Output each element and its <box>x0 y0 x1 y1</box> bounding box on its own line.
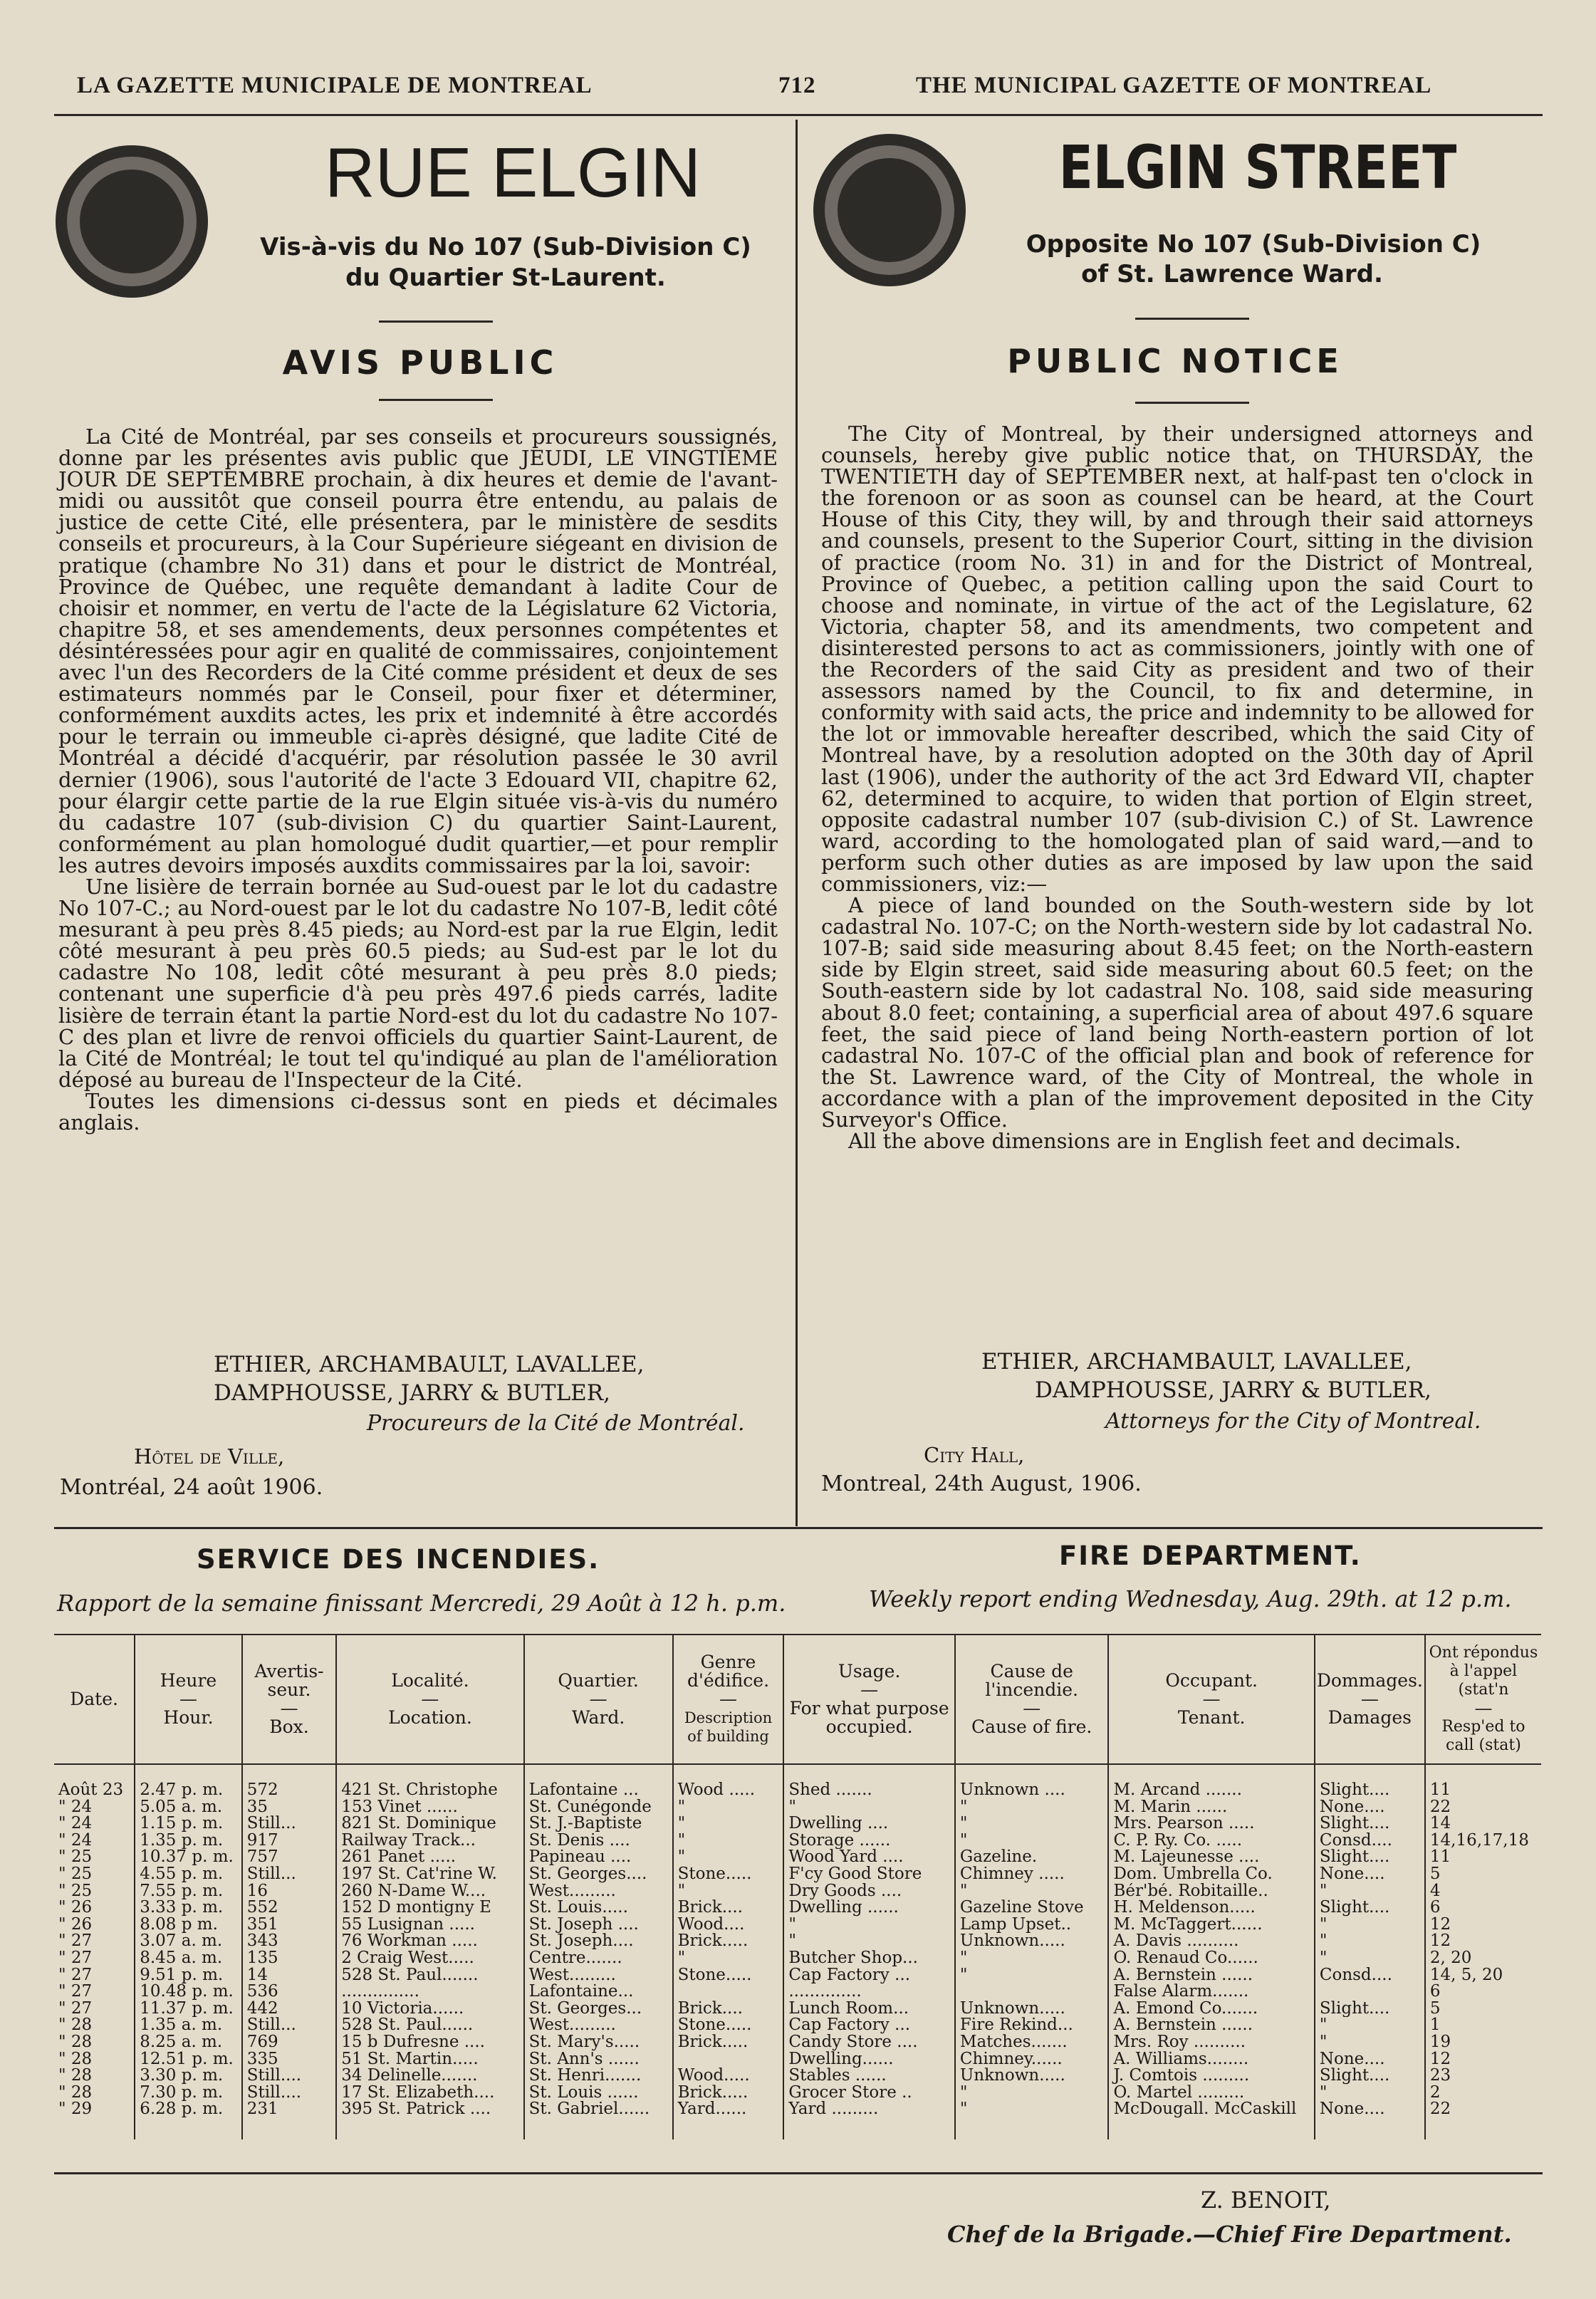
french-subtitle-1: Vis-à-vis du No 107 (Sub-Division C) <box>260 233 751 261</box>
box-cell: 917 <box>242 1833 336 1850</box>
responded-cell: 14, 5, 20 <box>1425 1967 1541 1984</box>
building-cell: " <box>673 1950 784 1967</box>
building-cell: Brick.... <box>673 2001 784 2018</box>
ward-cell: St. Mary's..... <box>524 2034 673 2051</box>
fire-heading-fr: SERVICE DES INCENDIES. <box>197 1544 600 1575</box>
header-rule <box>54 114 1543 116</box>
ward-cell: St. J.-Baptiste <box>524 1815 673 1833</box>
ward-cell: Lafontaine... <box>524 1983 673 2001</box>
tenant-cell: O. Martel ......... <box>1108 2085 1314 2102</box>
cause-cell: " <box>955 1883 1109 1900</box>
box-cell: 14 <box>242 1967 336 1984</box>
box-cell: 16 <box>242 1883 336 1900</box>
building-cell <box>673 2051 784 2068</box>
french-place: Hôtel de Ville, <box>134 1444 285 1469</box>
location-cell: 15 b Dufresne .... <box>336 2034 523 2051</box>
responded-cell: 12 <box>1425 1933 1541 1950</box>
responded-cell: 2, 20 <box>1425 1950 1541 1967</box>
building-cell: " <box>673 1815 784 1833</box>
tenant-cell: H. Meldenson..... <box>1108 1899 1314 1917</box>
responded-cell: 6 <box>1425 1983 1541 2001</box>
cause-cell: Chimney ..... <box>955 1866 1109 1883</box>
ward-cell: St. Louis ...... <box>524 2085 673 2102</box>
responded-cell: 2 <box>1425 2085 1541 2102</box>
table-row <box>54 2017 1541 2034</box>
damages-cell: Slight.... <box>1315 1899 1425 1917</box>
table-header-row <box>54 1635 1541 1764</box>
damages-cell: " <box>1315 1950 1425 1967</box>
location-cell: 528 St. Paul...... <box>336 2017 523 2034</box>
table-row <box>54 1815 1541 1833</box>
date-cell: " 26 <box>58 1899 93 1917</box>
tenant-cell: M. Arcand ....... <box>1108 1764 1314 1799</box>
damages-cell <box>1315 1983 1425 2001</box>
usage-cell: Dwelling...... <box>783 2051 955 2068</box>
responded-cell: 11 <box>1425 1849 1541 1866</box>
usage-cell: Dwelling ...... <box>783 1899 955 1917</box>
hour-cell: 10.37 p. m. <box>135 1849 242 1866</box>
ward-cell: St. Georges... <box>524 2001 673 2018</box>
location-cell: 421 St. Christophe <box>336 1764 523 1799</box>
hour-cell: 9.51 p. m. <box>135 1967 242 1984</box>
hour-cell: 1.35 p. m. <box>135 1833 242 1850</box>
building-cell: Stone..... <box>673 1866 784 1883</box>
usage-cell: Dwelling .... <box>783 1815 955 1833</box>
table-row <box>54 1983 1541 2001</box>
damages-cell: Consd.... <box>1315 1967 1425 1984</box>
tenant-cell: C. P. Ry. Co. ..... <box>1108 1833 1314 1850</box>
cause-cell: Lamp Upset.. <box>955 1917 1109 1934</box>
location-cell: 76 Workman ..... <box>336 1933 523 1950</box>
english-subtitle-2: of St. Lawrence Ward. <box>1081 260 1383 288</box>
table-row <box>54 1849 1541 1866</box>
hour-cell: 8.08 p m. <box>135 1917 242 1934</box>
hour-cell: 11.37 p. m. <box>135 2001 242 2018</box>
cause-cell: Unknown .... <box>955 1764 1109 1799</box>
location-cell: 261 Panet ..... <box>336 1849 523 1866</box>
hour-cell: 3.33 p. m. <box>135 1899 242 1917</box>
french-paragraph: La Cité de Montréal, par ses conseils et procureurs soussignés, donne par les présentes avis public que JEUDI, LE VINGTIEME JOUR DE SEPTEMBRE prochain, à dix heures et demie de l'avant-midi ou aussitôt que conseil pourra être entendu, au palais de justice de cette Cité, elle présentera, par le ministère de sesdits conseils et procureurs, à la Cour Supérieure siégeant en division de pratique (chambre No 31) dans et pour le district de Montréal, Province de Québec, une requête demandant à ladite Cour de choisir et nommer, en vertu de l'acte de la Législature 62 Victoria, chapitre 58, et ses amendements, deux personnes compétentes et désintéressées pour agir en qualité de commissaires, conjointement avec l'un des Recorders de la Cité comme président et deux de ses estimateurs nommés par le Conseil, pour fixer et déterminer, conformément auxdits actes, les prix et indemnité à être accordés pour le terrain ou immeuble ci-après désigné, que ladite Cité de Montréal a décidé d'acquérir, par résolution passée le 30 avril dernier (1906), sous l'autorité de l'acte 3 Edouard VII, chapitre 62, pour élargir cette partie de la rue Elgin située vis-à-vis du numéro du cadastre 107 (sub-division C) du quartier Saint-Laurent, conformément au plan homologué dudit quartier,—et pour remplir les autres devoirs imposés auxdits commissaires par la loi, savoir: <box>58 424 778 877</box>
english-notice-divider <box>1135 402 1249 404</box>
section-rule <box>54 1527 1543 1529</box>
english-body <box>821 423 1533 1152</box>
damages-cell: " <box>1315 1933 1425 1950</box>
damages-cell: None.... <box>1315 1799 1425 1816</box>
box-cell: 769 <box>242 2034 336 2051</box>
french-subtitle-2: du Quartier St-Laurent. <box>345 264 666 292</box>
box-cell: 231 <box>242 2101 336 2139</box>
date-cell: " 28 <box>58 2068 93 2085</box>
cause-cell: Matches....... <box>955 2034 1109 2051</box>
tenant-cell: Dom. Umbrella Co. <box>1108 1866 1314 1883</box>
responded-cell: 11 <box>1425 1764 1541 1799</box>
ward-cell: St. Joseph .... <box>524 1917 673 1934</box>
damages-cell: None.... <box>1315 1866 1425 1883</box>
usage-cell: Cap Factory ... <box>783 2017 955 2034</box>
date-cell: " 29 <box>58 2101 93 2119</box>
cause-cell: " <box>955 2085 1109 2102</box>
building-cell: Brick.... <box>673 1899 784 1917</box>
tenant-cell: A. Bernstein ...... <box>1108 2017 1314 2034</box>
ward-cell: St. Cunégonde <box>524 1799 673 1816</box>
hour-cell: 1.15 p. m. <box>135 1815 242 1833</box>
table-row <box>54 1933 1541 1950</box>
english-date: Montreal, 24th August, 1906. <box>821 1471 1142 1496</box>
french-paragraph: Toutes les dimensions ci-dessus sont en pieds et décimales anglais. <box>58 1088 778 1135</box>
cause-cell: " <box>955 1950 1109 1967</box>
hour-cell: 8.25 a. m. <box>135 2034 242 2051</box>
usage-cell: Lunch Room... <box>783 2001 955 2018</box>
english-title: ELGIN STREET <box>1058 132 1457 202</box>
table-row <box>54 1883 1541 1900</box>
table-row <box>54 2101 1541 2139</box>
damages-cell: Slight.... <box>1315 1849 1425 1866</box>
usage-cell: Shed ....... <box>783 1764 955 1799</box>
responded-cell: 14 <box>1425 1815 1541 1833</box>
ward-cell: St. Ann's ...... <box>524 2051 673 2068</box>
english-signatories-2: DAMPHOUSSE, JARRY & BUTLER, <box>1035 1377 1431 1403</box>
cause-cell: Unknown..... <box>955 2001 1109 2018</box>
date-cell: " 27 <box>58 1949 93 1967</box>
responded-cell: 4 <box>1425 1883 1541 1900</box>
tenant-cell: A. Bernstein ...... <box>1108 1967 1314 1984</box>
ward-cell: West......... <box>524 1883 673 1900</box>
ward-cell: St. Denis .... <box>524 1833 673 1850</box>
tenant-cell: Mrs. Roy .......... <box>1108 2034 1314 2051</box>
table-row <box>54 1799 1541 1816</box>
table-row <box>54 2085 1541 2102</box>
cause-cell: Unknown..... <box>955 2068 1109 2085</box>
french-role: Procureurs de la Cité de Montréal. <box>367 1411 745 1436</box>
column-header: Avertis-seur. — Box. <box>242 1635 336 1764</box>
cause-cell: Gazeline Stove <box>955 1899 1109 1917</box>
usage-cell: " <box>783 1799 955 1816</box>
column-header: Usage. — For what purpose occupied. <box>783 1635 955 1764</box>
date-cell: " 25 <box>58 1849 93 1866</box>
responded-cell: 22 <box>1425 2101 1541 2139</box>
column-header: Quartier. — Ward. <box>524 1635 673 1764</box>
tenant-cell: M. Lajeunesse .... <box>1108 1849 1314 1866</box>
fire-report-table <box>54 1634 1541 2139</box>
date-cell: " 25 <box>58 1865 93 1883</box>
hour-cell: 3.30 p. m. <box>135 2068 242 2085</box>
building-cell: Wood.... <box>673 1917 784 1934</box>
english-subtitle-1: Opposite No 107 (Sub-Division C) <box>1026 230 1481 259</box>
location-cell: 55 Lusignan ..... <box>336 1917 523 1934</box>
hour-cell: 3.07 a. m. <box>135 1933 242 1950</box>
usage-cell: " <box>783 1933 955 1950</box>
english-paragraph: The City of Montreal, by their undersigned attorneys and counsels, hereby give public notice that, on THURSDAY, the TWENTIETH day of SEPTEMBER next, at half-past ten o'clock in the forenoon or as soon as counsel can be heard, at the Court House of this City, they will, by and through their said attorneys and counsels, present to the Superior Court, sitting in the division of practice (room No. 31) in and for the District of Montreal, Province of Quebec, a petition calling upon the said Court to choose and nominate, in virtue of the act of the Legislature, 62 Victoria, chapter 58, and its amendments, two competent and disinterested persons to act as commissioners, jointly with one of the Recorders of the said City as president and two of their assessors named by the Council, to fix and determine, in conformity with said acts, the price and indemnity to be allowed for the lot or immovable hereafter described, which the said City of Montreal have, by a resolution adopted on the 30th day of April last (1906), under the authority of the act 3rd Edward VII, chapter 62, determined to acquire, to widen that portion of Elgin street, opposite cadastral number 107 (sub-division C.) of St. Lawrence ward, according to the homologated plan of said ward,—and to perform such other duties as are imposed by law upon the said commissioners, viz:— <box>821 422 1533 896</box>
hour-cell: 7.30 p. m. <box>135 2085 242 2102</box>
location-cell: 10 Victoria...... <box>336 2001 523 2018</box>
box-cell: 35 <box>242 1799 336 1816</box>
date-cell: " 27 <box>58 1933 93 1950</box>
building-cell: Wood ..... <box>673 1764 784 1799</box>
box-cell: 343 <box>242 1933 336 1950</box>
hour-cell: 8.45 a. m. <box>135 1950 242 1967</box>
tenant-cell: A. Williams........ <box>1108 2051 1314 2068</box>
building-cell: " <box>673 1883 784 1900</box>
damages-cell: None.... <box>1315 2051 1425 2068</box>
table-row <box>54 1917 1541 1934</box>
building-cell: " <box>673 1849 784 1866</box>
building-cell: Brick..... <box>673 2034 784 2051</box>
ward-cell: St. Louis..... <box>524 1899 673 1917</box>
damages-cell: " <box>1315 2034 1425 2051</box>
date-cell: " 27 <box>58 2000 93 2018</box>
table-row <box>54 1967 1541 1984</box>
ward-cell: Papineau .... <box>524 1849 673 1866</box>
responded-cell: 5 <box>1425 1866 1541 1883</box>
french-body <box>58 426 778 1133</box>
french-title: RUE ELGIN <box>324 133 701 212</box>
responded-cell: 19 <box>1425 2034 1541 2051</box>
building-cell: Wood..... <box>673 2068 784 2085</box>
location-cell: 395 St. Patrick .... <box>336 2101 523 2139</box>
cause-cell: Fire Rekind... <box>955 2017 1109 2034</box>
fire-signatory-title: Chef de la Brigade.—Chief Fire Department. <box>947 2221 1512 2248</box>
cause-cell: " <box>955 1815 1109 1833</box>
column-header: Date. <box>54 1635 135 1764</box>
english-notice-heading: PUBLIC NOTICE <box>1007 342 1343 380</box>
french-notice-divider <box>379 399 493 401</box>
location-cell: 821 St. Dominique <box>336 1815 523 1833</box>
usage-cell: Stables ...... <box>783 2068 955 2085</box>
hour-cell: 7.55 p. m. <box>135 1883 242 1900</box>
french-date: Montréal, 24 août 1906. <box>60 1475 323 1500</box>
fire-heading-en: FIRE DEPARTMENT. <box>1059 1541 1362 1571</box>
table-row <box>54 2001 1541 2018</box>
box-cell: 335 <box>242 2051 336 2068</box>
table-bottom-rule <box>54 2172 1543 2174</box>
building-cell: Stone..... <box>673 2017 784 2034</box>
box-cell: 135 <box>242 1950 336 1967</box>
responded-cell: 1 <box>1425 2017 1541 2034</box>
usage-cell: Storage ...... <box>783 1833 955 1850</box>
responded-cell: 14,16,17,18 <box>1425 1833 1541 1850</box>
tenant-cell: McDougall. McCaskill <box>1108 2101 1314 2139</box>
english-signatories-1: ETHIER, ARCHAMBAULT, LAVALLEE, <box>981 1349 1412 1375</box>
english-paragraph: A piece of land bounded on the South-western side by lot cadastral No. 107-C; on the North-western side by lot cadastral No. 107-B; said side measuring about 8.45 feet; on the North-eastern side by Elgin street, said side measuring about 60.5 feet; on the South-eastern side by lot cadastral No. 108, said side measuring about 8.0 feet; containing, a superficial area of about 497.6 square feet, the said piece of land being North-eastern portion of lot cadastral No. 107-C of the official plan and book of reference for the St. Lawrence ward, of the City of Montreal, the whole in accordance with a plan of the improvement deposited in the City Surveyor's Office. <box>821 893 1533 1132</box>
ward-cell: St. Henri....... <box>524 2068 673 2085</box>
date-cell: " 25 <box>58 1882 93 1900</box>
location-cell: 34 Delinelle....... <box>336 2068 523 2085</box>
cause-cell <box>955 1983 1109 2001</box>
date-cell: " 28 <box>58 2033 93 2051</box>
ward-cell: West......... <box>524 1967 673 1984</box>
hour-cell: 6.28 p. m. <box>135 2101 242 2139</box>
french-notice-heading: AVIS PUBLIC <box>282 343 558 382</box>
responded-cell: 5 <box>1425 2001 1541 2018</box>
box-cell: 351 <box>242 1917 336 1934</box>
usage-cell: Yard ......... <box>783 2101 955 2139</box>
damages-cell: " <box>1315 1917 1425 1934</box>
usage-cell: F'cy Good Store <box>783 1866 955 1883</box>
french-signatories-2: DAMPHOUSSE, JARRY & BUTLER, <box>214 1380 610 1406</box>
column-divider <box>796 120 798 1526</box>
damages-cell: Slight.... <box>1315 1815 1425 1833</box>
table-row <box>54 1764 1541 1799</box>
tenant-cell: A. Davis .......... <box>1108 1933 1314 1950</box>
date-cell: " 28 <box>58 2017 93 2034</box>
usage-cell: Grocer Store .. <box>783 2085 955 2102</box>
date-cell: " 27 <box>58 1966 93 1984</box>
tenant-cell: False Alarm....... <box>1108 1983 1314 2001</box>
column-header: Localité. — Location. <box>336 1635 523 1764</box>
date-cell: " 28 <box>58 2050 93 2068</box>
location-cell: ............... <box>336 1983 523 2001</box>
damages-cell: Slight.... <box>1315 2001 1425 2018</box>
responded-cell: 12 <box>1425 1917 1541 1934</box>
french-title-divider <box>379 320 493 323</box>
hour-cell: 2.47 p. m. <box>135 1764 242 1799</box>
tenant-cell: A. Emond Co....... <box>1108 2001 1314 2018</box>
damages-cell: Consd.... <box>1315 1833 1425 1850</box>
usage-cell: .............. <box>783 1983 955 2001</box>
responded-cell: 6 <box>1425 1899 1541 1917</box>
usage-cell: Candy Store .... <box>783 2034 955 2051</box>
table-row <box>54 1899 1541 1917</box>
cause-cell: Unknown..... <box>955 1933 1109 1950</box>
fire-signatory: Z. BENOIT, <box>1201 2186 1331 2214</box>
damages-cell: " <box>1315 2085 1425 2102</box>
date-cell: " 26 <box>58 1916 93 1934</box>
fire-period-en: Weekly report ending Wednesday, Aug. 29th. at 12 p.m. <box>869 1585 1512 1612</box>
ward-cell: Lafontaine ... <box>524 1764 673 1799</box>
location-cell: 152 D montigny E <box>336 1899 523 1917</box>
city-seal-icon <box>813 134 966 286</box>
table-row <box>54 1833 1541 1850</box>
ward-cell: St. Joseph.... <box>524 1933 673 1950</box>
french-signatories-1: ETHIER, ARCHAMBAULT, LAVALLEE, <box>214 1352 645 1377</box>
tenant-cell: J. Comtois ......... <box>1108 2068 1314 2085</box>
building-cell: " <box>673 1799 784 1816</box>
column-header: Heure — Hour. <box>135 1635 242 1764</box>
usage-cell: Cap Factory ... <box>783 1967 955 1984</box>
date-cell: " 28 <box>58 2084 93 2102</box>
location-cell: Railway Track... <box>336 1833 523 1850</box>
building-cell: Yard...... <box>673 2101 784 2139</box>
box-cell: 536 <box>242 1983 336 2001</box>
location-cell: 51 St. Martin..... <box>336 2051 523 2068</box>
table-row <box>54 2068 1541 2085</box>
damages-cell: " <box>1315 2017 1425 2034</box>
responded-cell: 22 <box>1425 1799 1541 1816</box>
tenant-cell: M. Marin ...... <box>1108 1799 1314 1816</box>
damages-cell: None.... <box>1315 2101 1425 2139</box>
location-cell: 2 Craig West..... <box>336 1950 523 1967</box>
date-cell: " 27 <box>58 1983 93 2001</box>
cause-cell: " <box>955 1833 1109 1850</box>
cause-cell: " <box>955 1799 1109 1816</box>
building-cell: Stone..... <box>673 1967 784 1984</box>
box-cell: Still... <box>242 1866 336 1883</box>
table-row <box>54 1866 1541 1883</box>
box-cell: 552 <box>242 1899 336 1917</box>
hour-cell: 1.35 a. m. <box>135 2017 242 2034</box>
box-cell: Still... <box>242 2017 336 2034</box>
column-header: Cause de l'incendie. — Cause of fire. <box>955 1635 1109 1764</box>
usage-cell: Butcher Shop... <box>783 1950 955 1967</box>
damages-cell: " <box>1315 1883 1425 1900</box>
hour-cell: 5.05 a. m. <box>135 1799 242 1816</box>
location-cell: 197 St. Cat'rine W. <box>336 1866 523 1883</box>
column-header: Dommages. — Damages <box>1315 1635 1425 1764</box>
tenant-cell: M. McTaggert...... <box>1108 1917 1314 1934</box>
header-left: LA GAZETTE MUNICIPALE DE MONTREAL <box>77 73 593 98</box>
damages-cell: Slight.... <box>1315 1764 1425 1799</box>
box-cell: 757 <box>242 1849 336 1866</box>
location-cell: 153 Vinet ...... <box>336 1799 523 1816</box>
usage-cell: Dry Goods .... <box>783 1883 955 1900</box>
cause-cell: Gazeline. <box>955 1849 1109 1866</box>
box-cell: 442 <box>242 2001 336 2018</box>
building-cell: " <box>673 1833 784 1850</box>
usage-cell: " <box>783 1917 955 1934</box>
ward-cell: West......... <box>524 2017 673 2034</box>
cause-cell: " <box>955 1967 1109 1984</box>
page-number: 712 <box>778 73 816 98</box>
box-cell: Still.... <box>242 2085 336 2102</box>
responded-cell: 12 <box>1425 2051 1541 2068</box>
table-row <box>54 2034 1541 2051</box>
building-cell: Brick..... <box>673 1933 784 1950</box>
date-cell: " 24 <box>58 1815 93 1833</box>
french-paragraph: Une lisière de terrain bornée au Sud-ouest par le lot du cadastre No 107-C.; au Nord-ouest par le lot du cadastre No 107-B, ledit côté mesurant à peu près 8.45 pieds; au Nord-est par la rue Elgin, ledit côté mesurant à peu près 60.5 pieds; au Sud-est par le lot du cadastre No 108, ledit côté mesurant à peu près 8.0 pieds; contenant une superficie d'à peu près 497.6 pieds carrés, ladite lisière de terrain étant la partie Nord-est du lot du cadastre No 107-C des plan et livre de renvoi officiels du quartier Saint-Laurent, de la Cité de Montréal; le tout tel qu'indiqué au plan de l'amélioration déposé au bureau de l'Inspecteur de la Cité. <box>58 874 778 1092</box>
responded-cell: 23 <box>1425 2068 1541 2085</box>
damages-cell: Slight.... <box>1315 2068 1425 2085</box>
date-cell: Août 23 <box>58 1781 124 1799</box>
table-row <box>54 2051 1541 2068</box>
location-cell: 17 St. Elizabeth.... <box>336 2085 523 2102</box>
ward-cell: St. Georges.... <box>524 1866 673 1883</box>
english-role: Attorneys for the City of Montreal. <box>1105 1409 1481 1434</box>
column-header: Ont répondus à l'appel (stat'n — Resp'ed to call (stat) <box>1425 1635 1541 1764</box>
tenant-cell: O. Renaud Co...... <box>1108 1950 1314 1967</box>
tenant-cell: Mrs. Pearson ..... <box>1108 1815 1314 1833</box>
cause-cell: Chimney...... <box>955 2051 1109 2068</box>
usage-cell: Wood Yard .... <box>783 1849 955 1866</box>
building-cell <box>673 1983 784 2001</box>
fire-period-fr: Rapport de la semaine finissant Mercredi, 29 Août à 12 h. p.m. <box>57 1590 786 1617</box>
city-seal-icon <box>56 145 208 298</box>
hour-cell: 10.48 p. m. <box>135 1983 242 2001</box>
box-cell: 572 <box>242 1764 336 1799</box>
ward-cell: St. Gabriel...... <box>524 2101 673 2139</box>
box-cell: Still.... <box>242 2068 336 2085</box>
building-cell: Brick..... <box>673 2085 784 2102</box>
cause-cell: " <box>955 2101 1109 2139</box>
location-cell: 528 St. Paul....... <box>336 1967 523 1984</box>
header-right: THE MUNICIPAL GAZETTE OF MONTREAL <box>916 73 1432 98</box>
column-header: Occupant. — Tenant. <box>1108 1635 1314 1764</box>
column-header: Genre d'édifice. — Description of building <box>673 1635 784 1764</box>
hour-cell: 4.55 p. m. <box>135 1866 242 1883</box>
hour-cell: 12.51 p. m. <box>135 2051 242 2068</box>
english-paragraph: All the above dimensions are in English feet and decimals. <box>848 1129 1461 1154</box>
date-cell: " 24 <box>58 1832 93 1850</box>
ward-cell: Centre....... <box>524 1950 673 1967</box>
location-cell: 260 N-Dame W.... <box>336 1883 523 1900</box>
date-cell: " 24 <box>58 1798 93 1816</box>
english-title-divider <box>1135 318 1249 320</box>
english-place: City Hall, <box>924 1443 1025 1467</box>
tenant-cell: Bér'bé. Robitaille.. <box>1108 1883 1314 1900</box>
table-row <box>54 1950 1541 1967</box>
box-cell: Still... <box>242 1815 336 1833</box>
